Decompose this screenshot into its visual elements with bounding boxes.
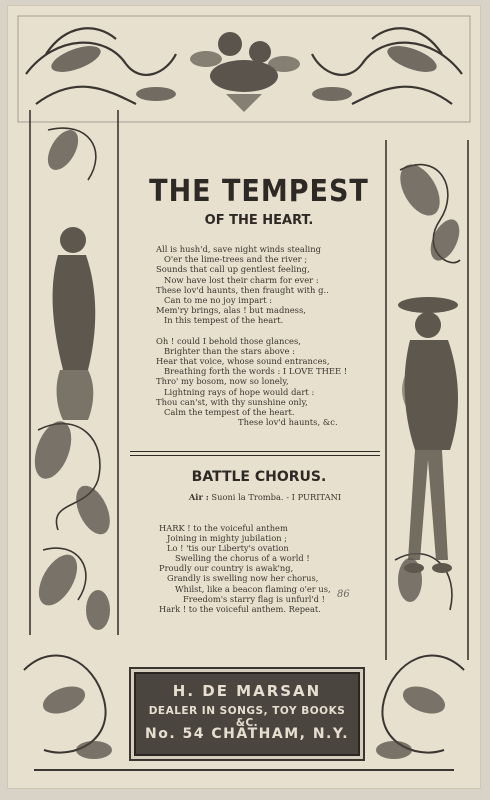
top-ornament-cherubs [16, 14, 472, 124]
air-text: Suoni la Tromba. - I PURITANI [211, 492, 342, 502]
verse-line: Mem'ry brings, alas ! but madness, [156, 305, 306, 316]
verse-line: Hear that voice, whose sound entrances, [156, 356, 330, 367]
verse-line: Thro' my bosom, now so lonely, [156, 376, 289, 387]
verse-line: Sounds that call up gentlest feeling, [156, 264, 310, 275]
divider-rule [130, 451, 380, 452]
repeat-line: These lov'd haunts, &c. [238, 417, 338, 428]
song-tempest [140, 176, 378, 437]
verse-line: Lightning rays of hope would dart : [164, 386, 315, 397]
verse-line: Proudly our country is awak'ng, [159, 563, 294, 574]
publisher-trade: DEALER IN SONGS, TOY BOOKS &C. [148, 705, 346, 729]
song-subtitle-tempest: OF THE HEART. [204, 213, 314, 228]
verse-line: Lo ! 'tis our Liberty's ovation [167, 543, 289, 554]
verse-line: Calm the tempest of the heart. [164, 407, 295, 418]
publisher-name: H. DE MARSAN [172, 682, 322, 700]
song-title-tempest: THE TEMPEST [149, 174, 369, 209]
verse-line: Joining in mighty jubilation ; [167, 533, 287, 544]
verse-line: Whilst, like a beacon flaming o'er us, [175, 583, 331, 594]
verse-line: Breathing forth the words : I LOVE THEE ! [164, 366, 348, 377]
verse-line: O'er the lime-trees and the river ; [164, 254, 308, 265]
verse-line: Freedom's starry flag is unfurl'd ! [183, 593, 325, 604]
stanza-2 [156, 336, 378, 428]
verse-line: Thou can'st, with thy sunshine only, [156, 396, 308, 407]
verse-line: Grandly is swelling now her chorus, [167, 573, 319, 584]
stanza-1 [156, 244, 378, 326]
verse-line: All is hush'd, save night winds stealing [156, 244, 321, 254]
left-ornament-woman-figure [18, 110, 133, 635]
song-title-battle-chorus: BATTLE CHORUS. [191, 469, 327, 485]
verse-line: These lov'd haunts, then fraught with g.. [156, 284, 329, 295]
verse-line: Can to me no joy impart : [164, 295, 273, 306]
verse-line: Hark ! to the voiceful anthem. Repeat. [159, 603, 321, 614]
air-line [150, 492, 380, 502]
verse-line: Oh ! could I behold those glances, [156, 335, 301, 346]
air-label: Air : [188, 492, 209, 502]
publisher-address: No. 54 CHATHAM, N.Y. [144, 726, 350, 742]
verse-line: In this tempest of the heart. [164, 315, 284, 326]
handwritten-number: 86 [337, 589, 350, 600]
verse-line: Swelling the chorus of a world ! [175, 553, 310, 564]
verse-line: Brighter than the stars above : [164, 345, 295, 356]
battle-chorus-stanza [159, 523, 331, 614]
verse-line: Now have lost their charm for ever : [164, 274, 319, 285]
divider-rule [130, 455, 380, 456]
publisher-plate [134, 672, 360, 756]
verse-line: HARK ! to the voiceful anthem [159, 523, 288, 533]
right-ornament-troubadour-figure [380, 140, 475, 660]
